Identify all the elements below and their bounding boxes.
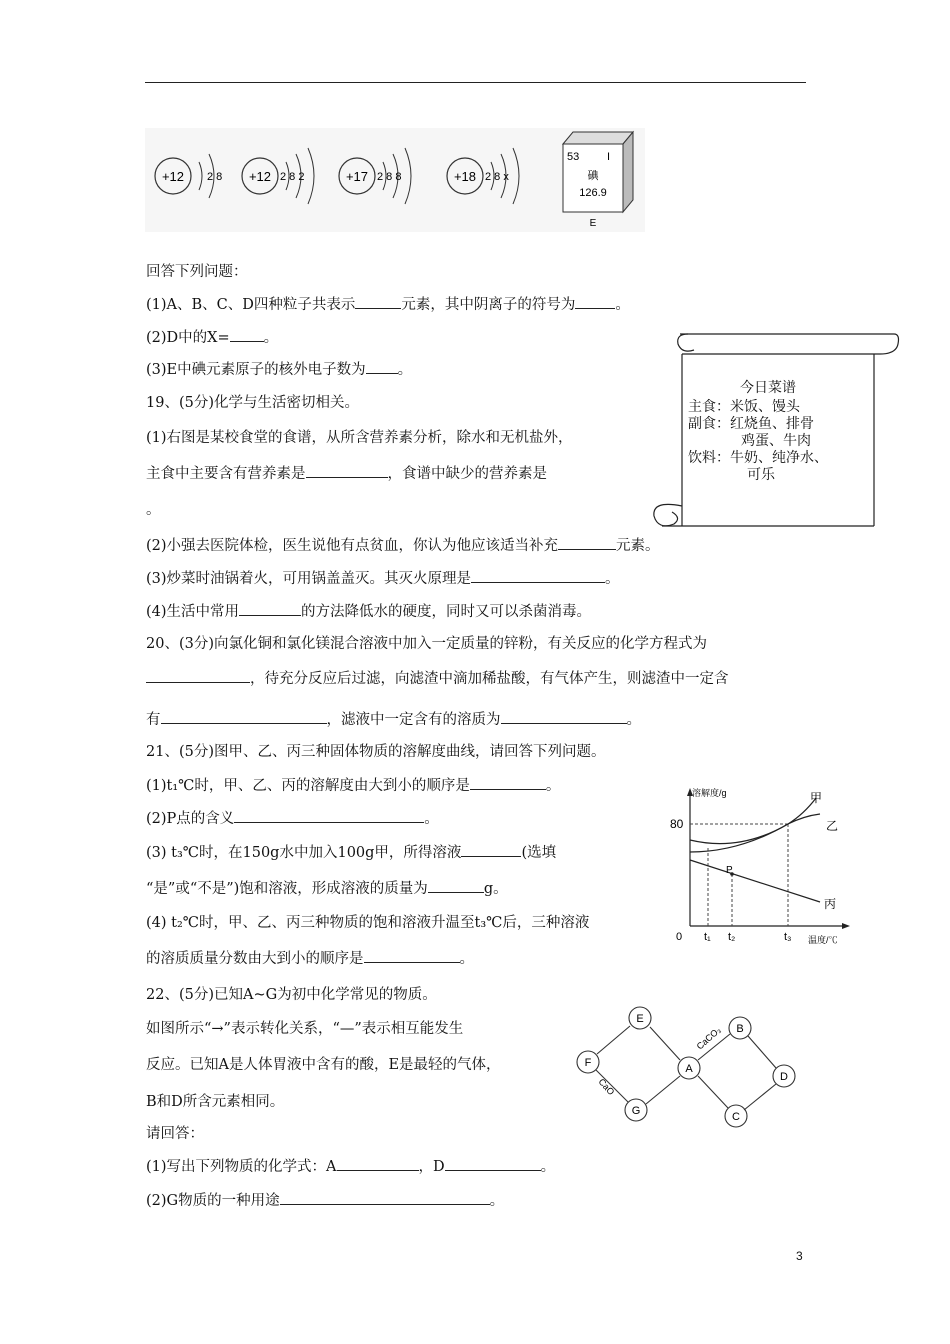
- q21-4b: 的溶质质量分数由大到小的顺序是 。: [146, 948, 474, 969]
- q22-e: 请回答：: [146, 1126, 204, 1142]
- edge-label-caco3: CaCO₃: [694, 1024, 723, 1052]
- answer-blank[interactable]: [230, 327, 264, 342]
- element-label: E: [589, 218, 597, 229]
- q18-1: (1)A、B、C、D四种粒子共表示 元素，其中阴离子的符号为 。: [146, 294, 630, 315]
- menu-side2: 鸡蛋、牛肉: [741, 433, 811, 449]
- menu-drink1: 饮料：牛奶、纯净水、: [688, 450, 828, 466]
- q21-title: 21、(5分)图甲、乙、丙三种固体物质的溶解度曲线，请回答下列问题。: [146, 744, 606, 760]
- q22-title: 22、(5分)已知A~G为初中化学常见的物质。: [146, 987, 437, 1003]
- atom-b-shells: 2 8 2: [280, 171, 305, 183]
- page-number: 3: [796, 1249, 803, 1263]
- atom-structure-figure: [145, 128, 645, 232]
- atom-a-nucleus: +12: [161, 169, 185, 184]
- q20-c: 有 ，滤液中一定含有的溶质为 。: [146, 709, 641, 730]
- answer-blank[interactable]: [501, 709, 627, 724]
- node-e-label: E: [636, 1013, 644, 1025]
- q19-1d: 。: [146, 502, 161, 518]
- q21-2: (2)P点的含义 。: [146, 808, 439, 829]
- atom-d-shells: 2 8 x: [485, 171, 509, 183]
- element-mass: 126.9: [579, 187, 607, 199]
- q21-3b: “是”或“不是”)饱和溶液，形成溶液的质量为 g。: [146, 878, 508, 899]
- q22-1: (1)写出下列物质的化学式：A ，D 。: [146, 1156, 555, 1177]
- x-tick-t2: t₂: [728, 931, 736, 943]
- answer-blank[interactable]: [355, 294, 401, 309]
- node-d-label: D: [780, 1071, 788, 1083]
- element-name: 碘: [587, 170, 599, 182]
- q19-1b: 主食中主要含有营养素是 ，食谱中缺少的营养素是: [146, 463, 547, 484]
- answer-blank[interactable]: [366, 359, 398, 374]
- menu-drink2: 可乐: [747, 467, 775, 483]
- q22-d: B和D所含元素相同。: [146, 1094, 285, 1110]
- element-symbol: I: [607, 151, 611, 163]
- x-axis-label: 温度/℃: [808, 935, 838, 945]
- q20-a: 20、(3分)向氯化铜和氯化镁混合溶液中加入一定质量的锌粉，有关反应的化学方程式为: [146, 636, 707, 652]
- series-bing-label: 丙: [824, 897, 837, 911]
- menu-staple: 主食：米饭、馒头: [688, 399, 800, 415]
- node-g-label: G: [631, 1105, 641, 1117]
- q22-c: 反应。已知A是人体胃液中含有的酸，E是最轻的气体，: [146, 1057, 501, 1073]
- q20-b: ，待充分反应后过滤，向滤渣中滴加稀盐酸，有气体产生，则滤渣中一定含: [146, 668, 729, 689]
- atom-d-nucleus: +18: [453, 169, 477, 184]
- node-c-label: C: [732, 1111, 740, 1123]
- solubility-chart: [670, 780, 860, 950]
- atom-c-nucleus: +17: [345, 169, 369, 184]
- series-jia-label: 甲: [810, 791, 823, 805]
- answer-blank[interactable]: [428, 878, 484, 893]
- atom-a-shells: 2 8: [207, 171, 223, 183]
- q18-3: (3)E中碘元素原子的核外电子数为 。: [146, 359, 412, 380]
- answer-blank[interactable]: [239, 601, 301, 616]
- series-yi: [690, 814, 820, 844]
- q19-3: (3)炒菜时油锅着火，可用锅盖盖灭。其灭火原理是 。: [146, 568, 620, 589]
- q19-2: (2)小强去医院体检，医生说他有点贫血，你认为他应该适当补充 元素。: [146, 535, 660, 556]
- series-yi-label: 乙: [826, 819, 839, 833]
- answer-blank[interactable]: [337, 1156, 419, 1171]
- node-a-label: A: [685, 1063, 693, 1075]
- series-bing: [690, 860, 820, 902]
- answer-blank[interactable]: [234, 808, 424, 823]
- point-p-label: P: [726, 865, 733, 876]
- q22-2: (2)G物质的一种用途 。: [146, 1190, 504, 1211]
- atom-c-shells: 2 8 8: [377, 171, 402, 183]
- answer-blank[interactable]: [306, 463, 388, 478]
- edge-label-cao: CaO: [596, 1076, 617, 1098]
- element-number: 53: [567, 151, 580, 163]
- top-rule: [145, 82, 806, 83]
- node-f-label: F: [584, 1057, 592, 1069]
- q19-title: 19、(5分)化学与生活密切相关。: [146, 395, 359, 411]
- menu-side1: 副食：红烧鱼、排骨: [688, 416, 814, 432]
- answer-blank[interactable]: [445, 1156, 541, 1171]
- x-tick-t1: t₁: [704, 931, 711, 943]
- q21-1: (1)t₁℃时，甲、乙、丙的溶解度由大到小的顺序是 。: [146, 775, 560, 796]
- q18-2: (2)D中的X= 。: [146, 327, 278, 348]
- answer-blank[interactable]: [280, 1190, 490, 1205]
- q21-3a: (3) t₃℃时，在150g水中加入100g甲，所得溶液 (选填: [146, 842, 556, 863]
- menu-title: 今日菜谱: [740, 380, 796, 396]
- node-b-label: B: [736, 1023, 744, 1035]
- atom-b-nucleus: +12: [248, 169, 272, 184]
- q19-1a: (1)右图是某校食堂的食谱，从所含营养素分析，除水和无机盐外，: [146, 430, 573, 446]
- intro-line: 回答下列问题：: [146, 264, 248, 280]
- answer-blank[interactable]: [161, 709, 327, 724]
- q19-4: (4)生活中常用 的方法降低水的硬度，同时又可以杀菌消毒。: [146, 601, 591, 622]
- q22-b: 如图所示“→”表示转化关系，“—”表示相互能发生: [146, 1021, 464, 1037]
- answer-blank[interactable]: [146, 668, 250, 683]
- series-jia: [690, 798, 816, 852]
- answer-blank[interactable]: [471, 568, 605, 583]
- y-tick-80: 80: [670, 817, 684, 831]
- q21-4a: (4) t₂℃时，甲、乙、丙三种物质的饱和溶液升温至t₃℃后，三种溶液: [146, 915, 590, 931]
- answer-blank[interactable]: [575, 294, 615, 309]
- answer-blank[interactable]: [461, 842, 521, 857]
- answer-blank[interactable]: [470, 775, 546, 790]
- origin-label: 0: [676, 931, 683, 943]
- reaction-diagram: [570, 1000, 810, 1136]
- x-tick-t3: t₃: [784, 931, 792, 943]
- y-axis-label: 溶解度/g: [692, 788, 727, 798]
- answer-blank[interactable]: [364, 948, 460, 963]
- answer-blank[interactable]: [558, 535, 616, 550]
